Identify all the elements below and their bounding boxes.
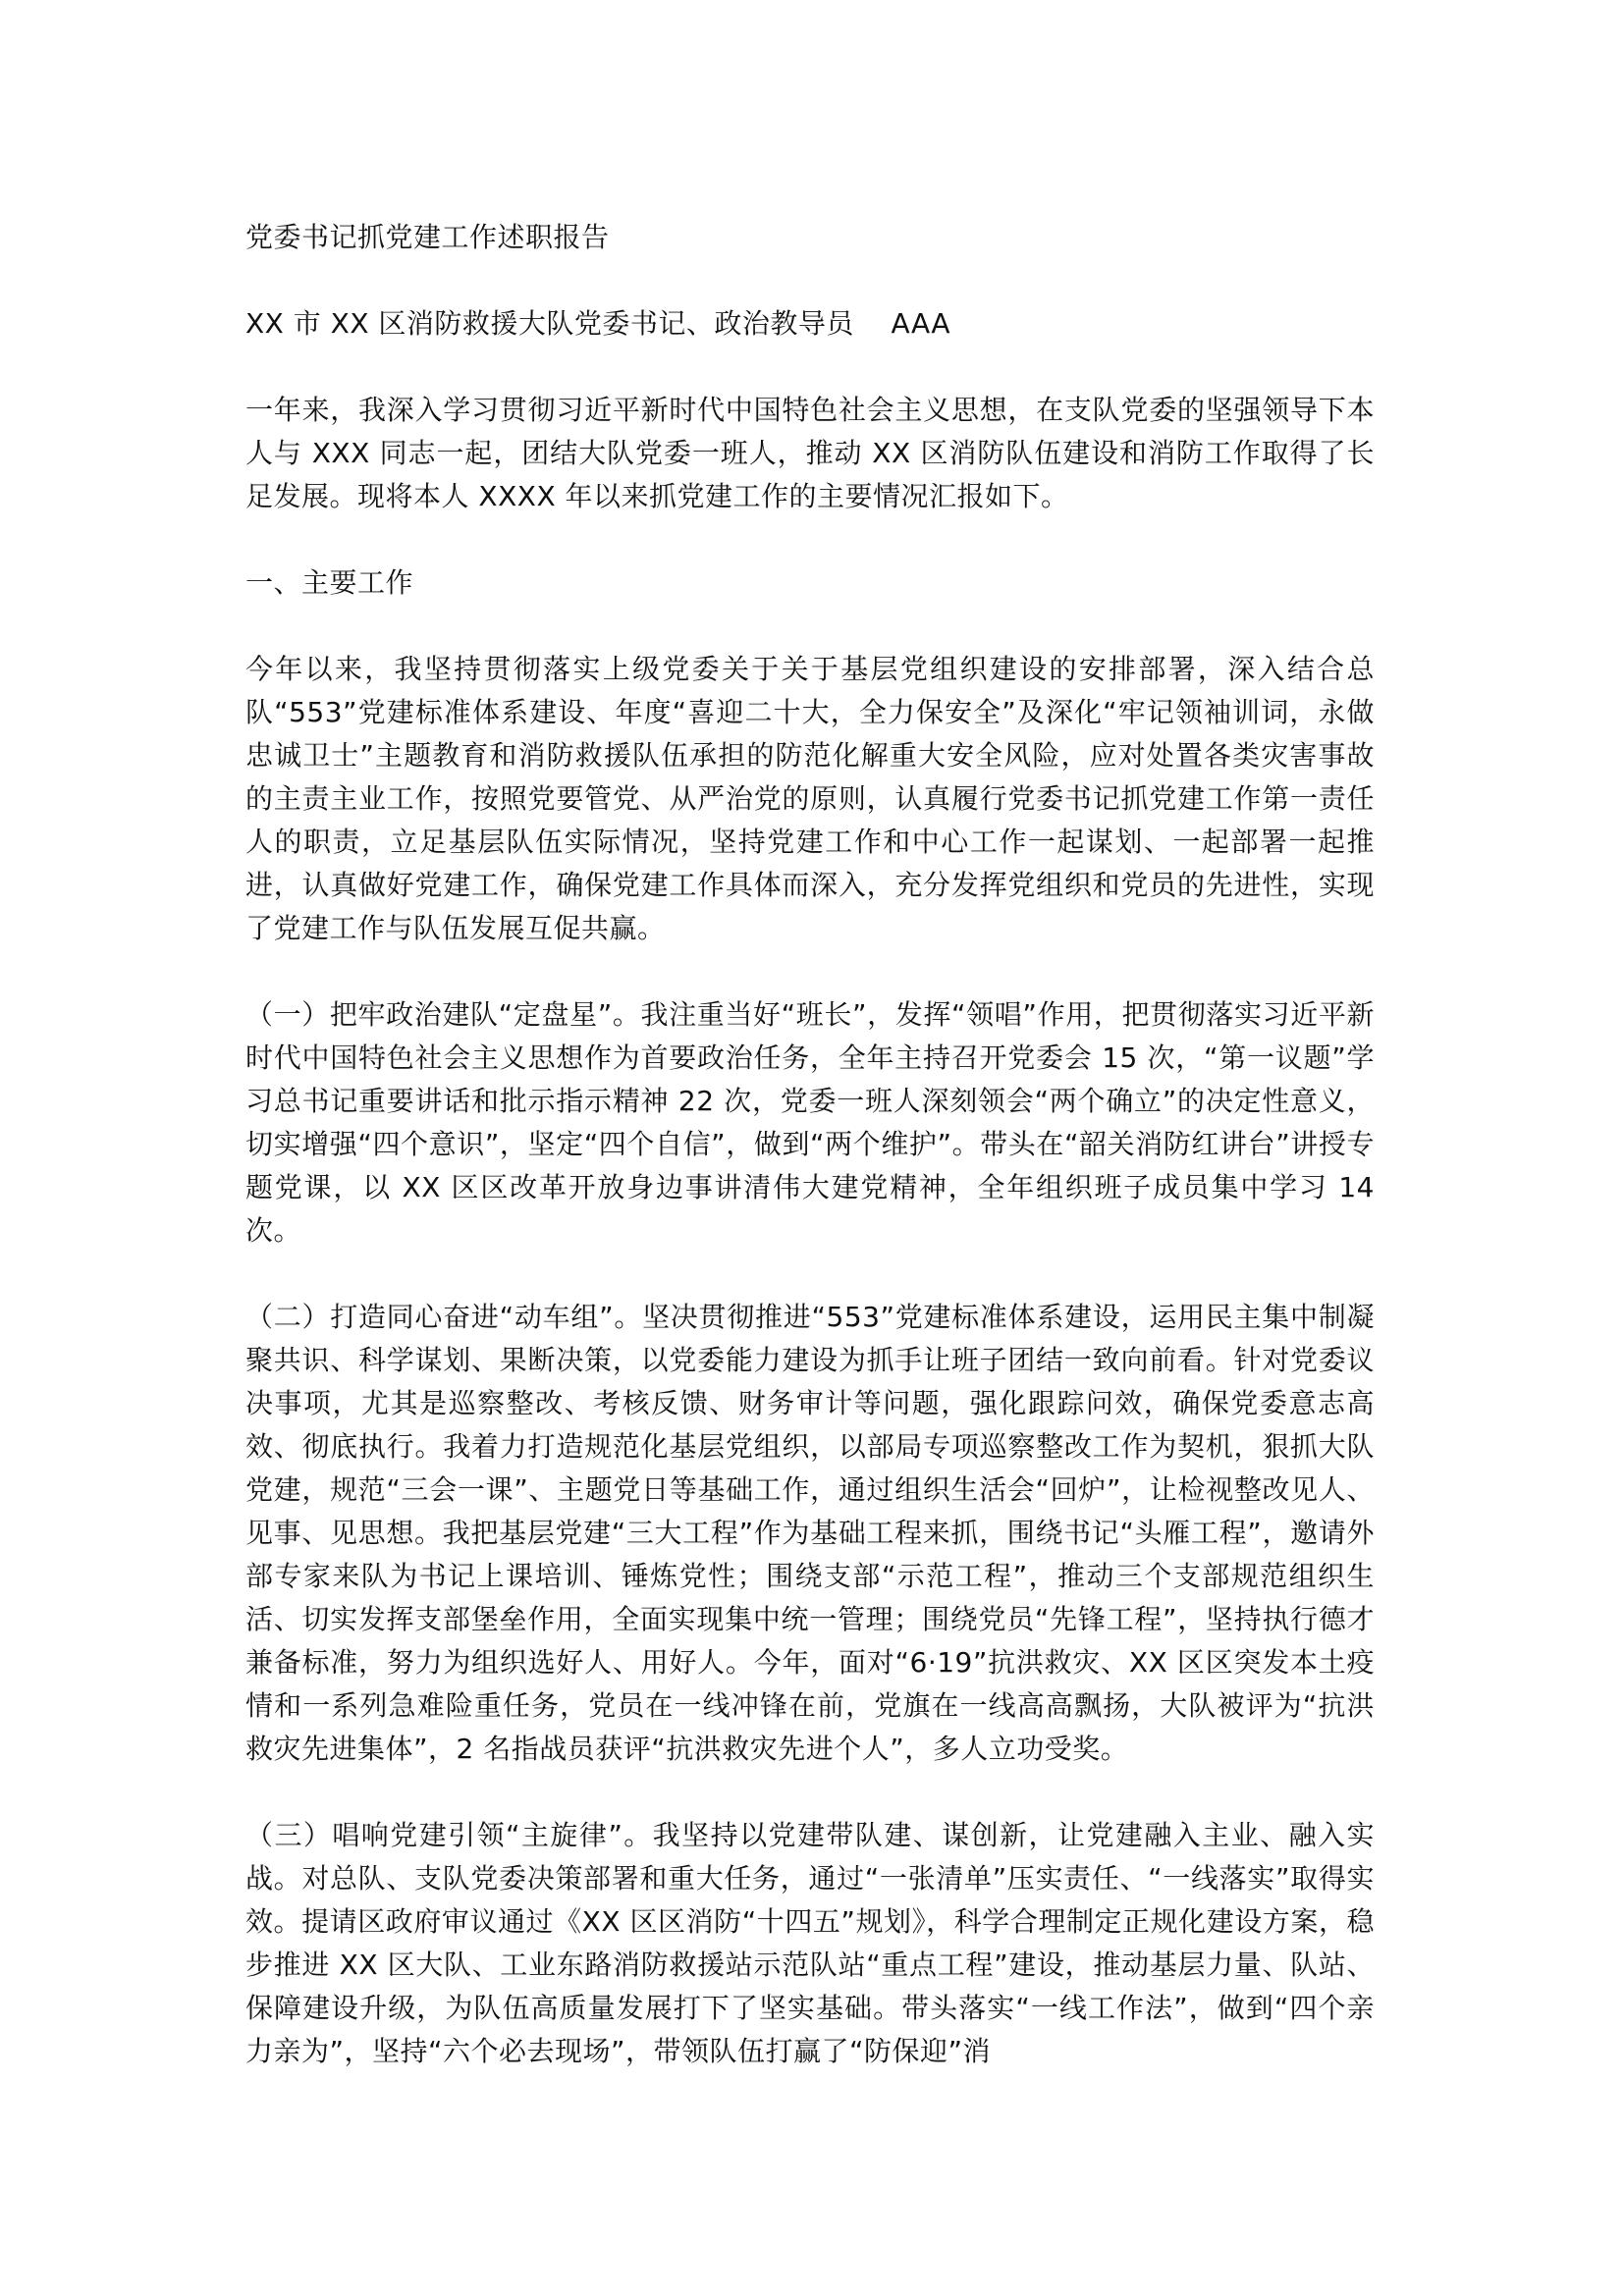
body-paragraph-team: （二）打造同心奋进“动车组”。坚决贯彻推进“553”党建标准体系建设，运用民主集中制凝聚共识、科学谋划、果断决策，以党委能力建设为抓手让班子团结一致向前看。针对党委议决事项，尤其是巡察整改、考核反馈、财务审计等问题，强化跟踪问效，确保党委意志高效、彻底执行。我着力打造规范化基层党组织，以部局专项巡察整改工作为契机，狠抓大队党建，规范“三会一课”、主题党日等基础工作，通过组织生活会“回炉”，让检视整改见人、见事、见思想。我把基层党建“三大工程”作为基础工程来抓，围绕书记“头雁工程”，邀请外部专家来队为书记上课培训、锤炼党性；围绕支部“示范工程”，推动三个支部规范组织生活、切实发挥支部堡垒作用，全面实现集中统一管理；围绕党员“先锋工程”，坚持执行德才兼备标准，努力为组织选好人、用好人。今年，面对“6·19”抗洪救灾、XX 区区突发本土疫情和一系列急难险重任务，党员在一线冲锋在前，党旗在一线高高飘扬，大队被评为“抗洪救灾先进集体”，2 名指战员获评“抗洪救灾先进个人”，多人立功受奖。 bbox=[245, 1301, 1375, 1765]
section-heading: 一、主要工作 bbox=[245, 566, 414, 599]
document-title: 党委书记抓党建工作述职报告 bbox=[245, 221, 610, 253]
intro-paragraph: 一年来，我深入学习贯彻习近平新时代中国特色社会主义思想，在支队党委的坚强领导下本人与 XXX 同志一起，团结大队党委一班人，推动 XX 区消防队伍建设和消防工作取得了长足发展。现将本人 XXXX 年以来抓党建工作的主要情况汇报如下。 bbox=[245, 394, 1375, 512]
author-byline: XX 市 XX 区消防救援大队党委书记、政治教导员 AAA bbox=[245, 307, 951, 340]
body-paragraph-overview: 今年以来，我坚持贯彻落实上级党委关于关于基层党组织建设的安排部署，深入结合总队“553”党建标准体系建设、年度“喜迎二十大，全力保安全”及深化“牢记领袖训词，永做忠诚卫士”主题教育和消防救援队伍承担的防范化解重大安全风险，应对处置各类灾害事故的主责主业工作，按照党要管党、从严治党的原则，认真履行党委书记抓党建工作第一责任人的职责，立足基层队伍实际情况，坚持党建工作和中心工作一起谋划、一起部署一起推进，认真做好党建工作，确保党建工作具体而深入，充分发挥党组织和党员的先进性，实现了党建工作与队伍发展互促共赢。 bbox=[245, 653, 1375, 944]
document-page bbox=[245, 216, 1375, 2116]
body-paragraph-leadership: （三）唱响党建引领“主旋律”。我坚持以党建带队建、谋创新，让党建融入主业、融入实战。对总队、支队党委决策部署和重大任务，通过“一张清单”压实责任、“一线落实”取得实效。提请区政府审议通过《XX 区区消防“十四五”规划》，科学合理制定正规化建设方案，稳步推进 XX 区大队、工业东路消防救援站示范队站“重点工程”建设，推动基层力量、队站、保障建设升级，为队伍高质量发展打下了坚实基础。带头落实“一线工作法”，做到“四个亲力亲为”，坚持“六个必去现场”，带领队伍打赢了“防保迎”消 bbox=[245, 1819, 1375, 2067]
body-paragraph-political: （一）把牢政治建队“定盘星”。我注重当好“班长”，发挥“领唱”作用，把贯彻落实习近平新时代中国特色社会主义思想作为首要政治任务，全年主持召开党委会 15 次，“第一议题”学习总书记重要讲话和批示指示精神 22 次，党委一班人深刻领会“两个确立”的决定性意义，切实增强“四个意识”，坚定“四个自信”，做到“两个维护”。带头在“韶关消防红讲台”讲授专题党课，以 XX 区区改革开放身边事讲清伟大建党精神，全年组织班子成员集中学习 14 次。 bbox=[245, 998, 1375, 1247]
